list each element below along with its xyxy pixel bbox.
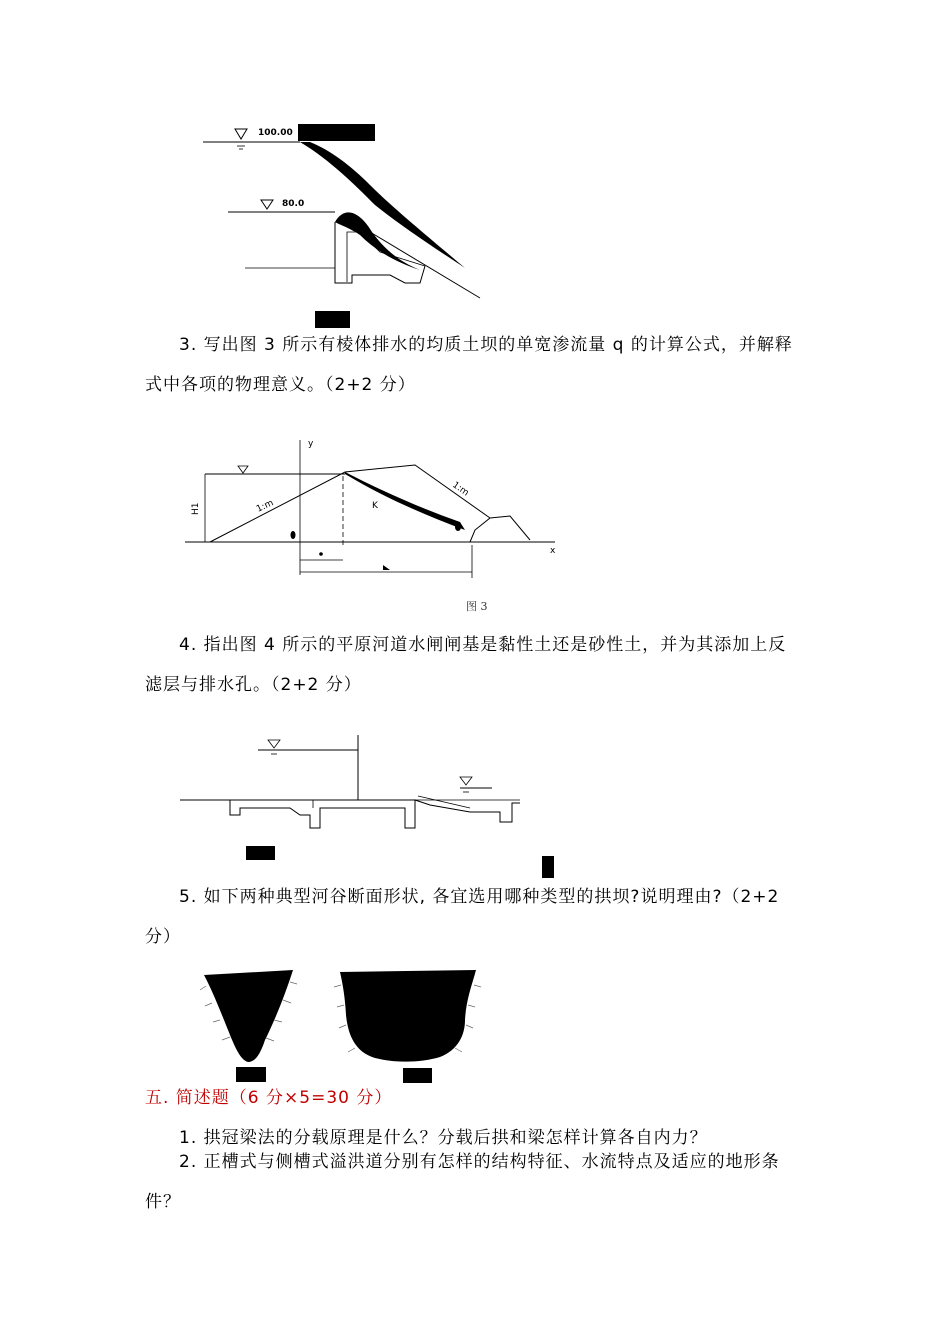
section-5-heading: 五. 简述题（6 分×5=30 分）	[145, 1088, 393, 1108]
y-axis-label: y	[308, 439, 314, 449]
question-3-line-2: 式中各项的物理意义。（2+2 分）	[145, 375, 416, 395]
figure-2-label-top: 100.00	[258, 128, 293, 138]
v-valley-shape	[204, 970, 293, 1062]
k-label: K	[372, 501, 378, 511]
question-4-line-2: 滤层与排水孔。（2+2 分）	[145, 675, 362, 695]
figure-3-caption: 图 3	[466, 600, 488, 613]
u-valley-shape	[340, 970, 476, 1062]
section-5-question-2-line-1: 2. 正槽式与侧槽式溢洪道分别有怎样的结构特征、水流特点及适应的地形条	[179, 1152, 780, 1172]
slope-right-label: 1:m	[450, 480, 471, 499]
section-5-question-2	[145, 1142, 815, 1182]
question-3-line-1: 3. 写出图 3 所示有棱体排水的均质土坝的单宽渗流量 q 的计算公式，并解释	[179, 335, 793, 355]
section-5-question-2-line-2: 件？	[145, 1192, 181, 1212]
question-5-line-2: 分）	[145, 927, 181, 947]
slope-left-label: 1:m	[255, 498, 276, 515]
h1-label: H1	[191, 502, 201, 515]
question-5-line-1: 5. 如下两种典型河谷断面形状, 各宜选用哪种类型的拱坝?说明理由?（2+2	[179, 887, 780, 907]
x-axis-label: x	[550, 546, 556, 556]
question-4-line-1: 4. 指出图 4 所示的平原河道水闸闸基是黏性土还是砂性土，并为其添加上反	[179, 635, 787, 655]
figure-2-label-mid: 80.0	[282, 199, 305, 209]
section-5-question-2-cont	[145, 1182, 815, 1222]
section-5-question-1: 1. 拱冠梁法的分载原理是什么？分载后拱和梁怎样计算各自内力？	[179, 1128, 708, 1148]
